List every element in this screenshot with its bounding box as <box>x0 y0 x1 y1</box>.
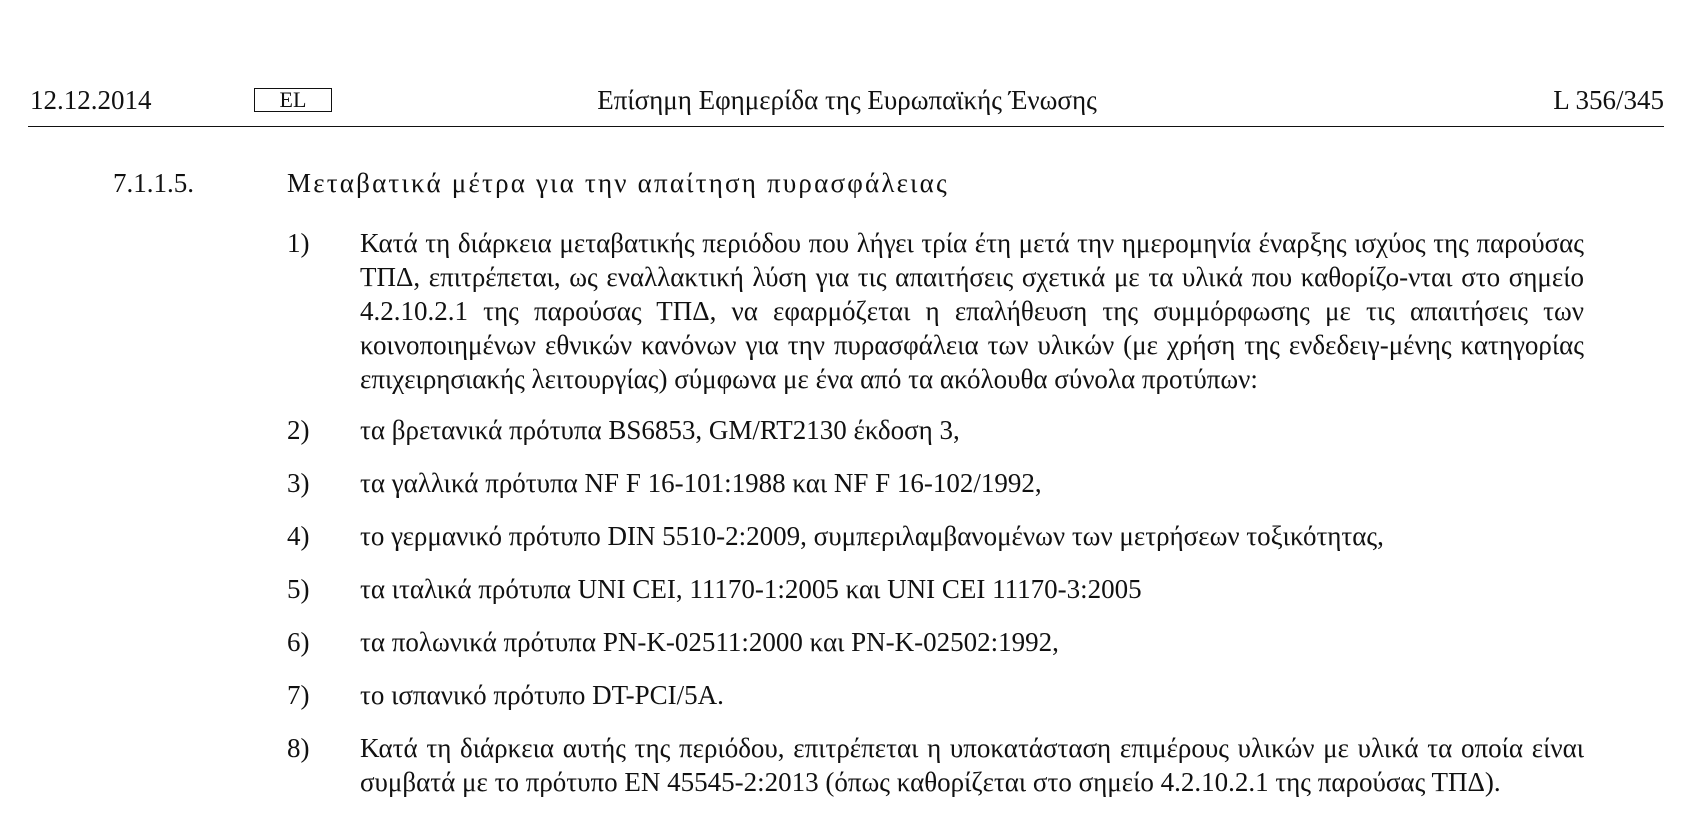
item-number: 1) <box>287 228 310 258</box>
language-code-box: EL <box>254 88 332 112</box>
list-item <box>287 572 1584 606</box>
list-item <box>287 731 1584 799</box>
section-title: Μεταβατικά μέτρα για την απαίτηση πυρασφάλειας <box>287 168 949 198</box>
page-reference: L 356/345 <box>1553 85 1664 115</box>
publication-date: 12.12.2014 <box>30 85 152 115</box>
item-text: Κατά τη διάρκεια αυτής της περιόδου, επιτρέπεται η υποκατάσταση επιμέρους υλικών με υλικά τα οποία είναι συμβατά με το πρότυπο EN 45545-2:2013 (όπως καθορίζεται στο σημείο 4.2.10.2.1 της παρούσας ΤΠΔ). <box>360 733 1584 797</box>
item-number: 8) <box>287 733 310 763</box>
item-text: τα βρετανικά πρότυπα BS6853, GM/RT2130 έκδοση 3, <box>360 415 960 445</box>
header-rule <box>28 126 1664 127</box>
list-item <box>287 413 1584 447</box>
list-item <box>287 466 1584 500</box>
item-text: τα ιταλικά πρότυπα UNI CEI, 11170-1:2005 και UNI CEI 11170-3:2005 <box>360 574 1142 604</box>
item-text: Κατά τη διάρκεια μεταβατικής περιόδου που λήγει τρία έτη μετά την ημερομηνία έναρξης ισχύος της παρούσας ΤΠΔ, επιτρέπεται, ως εναλλακτική λύση για τις απαιτήσεις σχετικά με τα υλικά που καθορίζο-νται στο σημείο 4.2.10.2.1 της παρούσας ΤΠΔ, να εφαρμόζεται η επαλήθευση της συμμόρφωσης με τις απαιτήσεις των κοινοποιημένων εθνικών κανόνων για την πυρασφάλεια των υλικών (με χρήση της ενδεδειγ-μένης κατηγορίας επιχειρησιακής λειτουργίας) σύμφωνα με ένα από τα ακόλουθα σύνολα προτύπων: <box>360 228 1584 394</box>
item-text: το ισπανικό πρότυπο DT-PCI/5A. <box>360 680 724 710</box>
section-number: 7.1.1.5. <box>113 168 194 198</box>
list-item <box>287 519 1584 553</box>
list-item <box>287 226 1584 396</box>
journal-title: Επίσημη Εφημερίδα της Ευρωπαϊκής Ένωσης <box>597 85 1097 115</box>
list-item <box>287 625 1584 659</box>
item-number: 5) <box>287 574 310 604</box>
item-text: τα πολωνικά πρότυπα PN-K-02511:2000 και PN-K-02502:1992, <box>360 627 1059 657</box>
item-number: 3) <box>287 468 310 498</box>
page-header <box>30 82 1664 118</box>
list-item <box>287 678 1584 712</box>
item-number: 6) <box>287 627 310 657</box>
item-text: το γερμανικό πρότυπο DIN 5510-2:2009, συμπεριλαμβανομένων των μετρήσεων τοξικότητας, <box>360 521 1384 551</box>
item-number: 7) <box>287 680 310 710</box>
item-number: 2) <box>287 415 310 445</box>
item-text: τα γαλλικά πρότυπα NF F 16-101:1988 και NF F 16-102/1992, <box>360 468 1042 498</box>
item-number: 4) <box>287 521 310 551</box>
